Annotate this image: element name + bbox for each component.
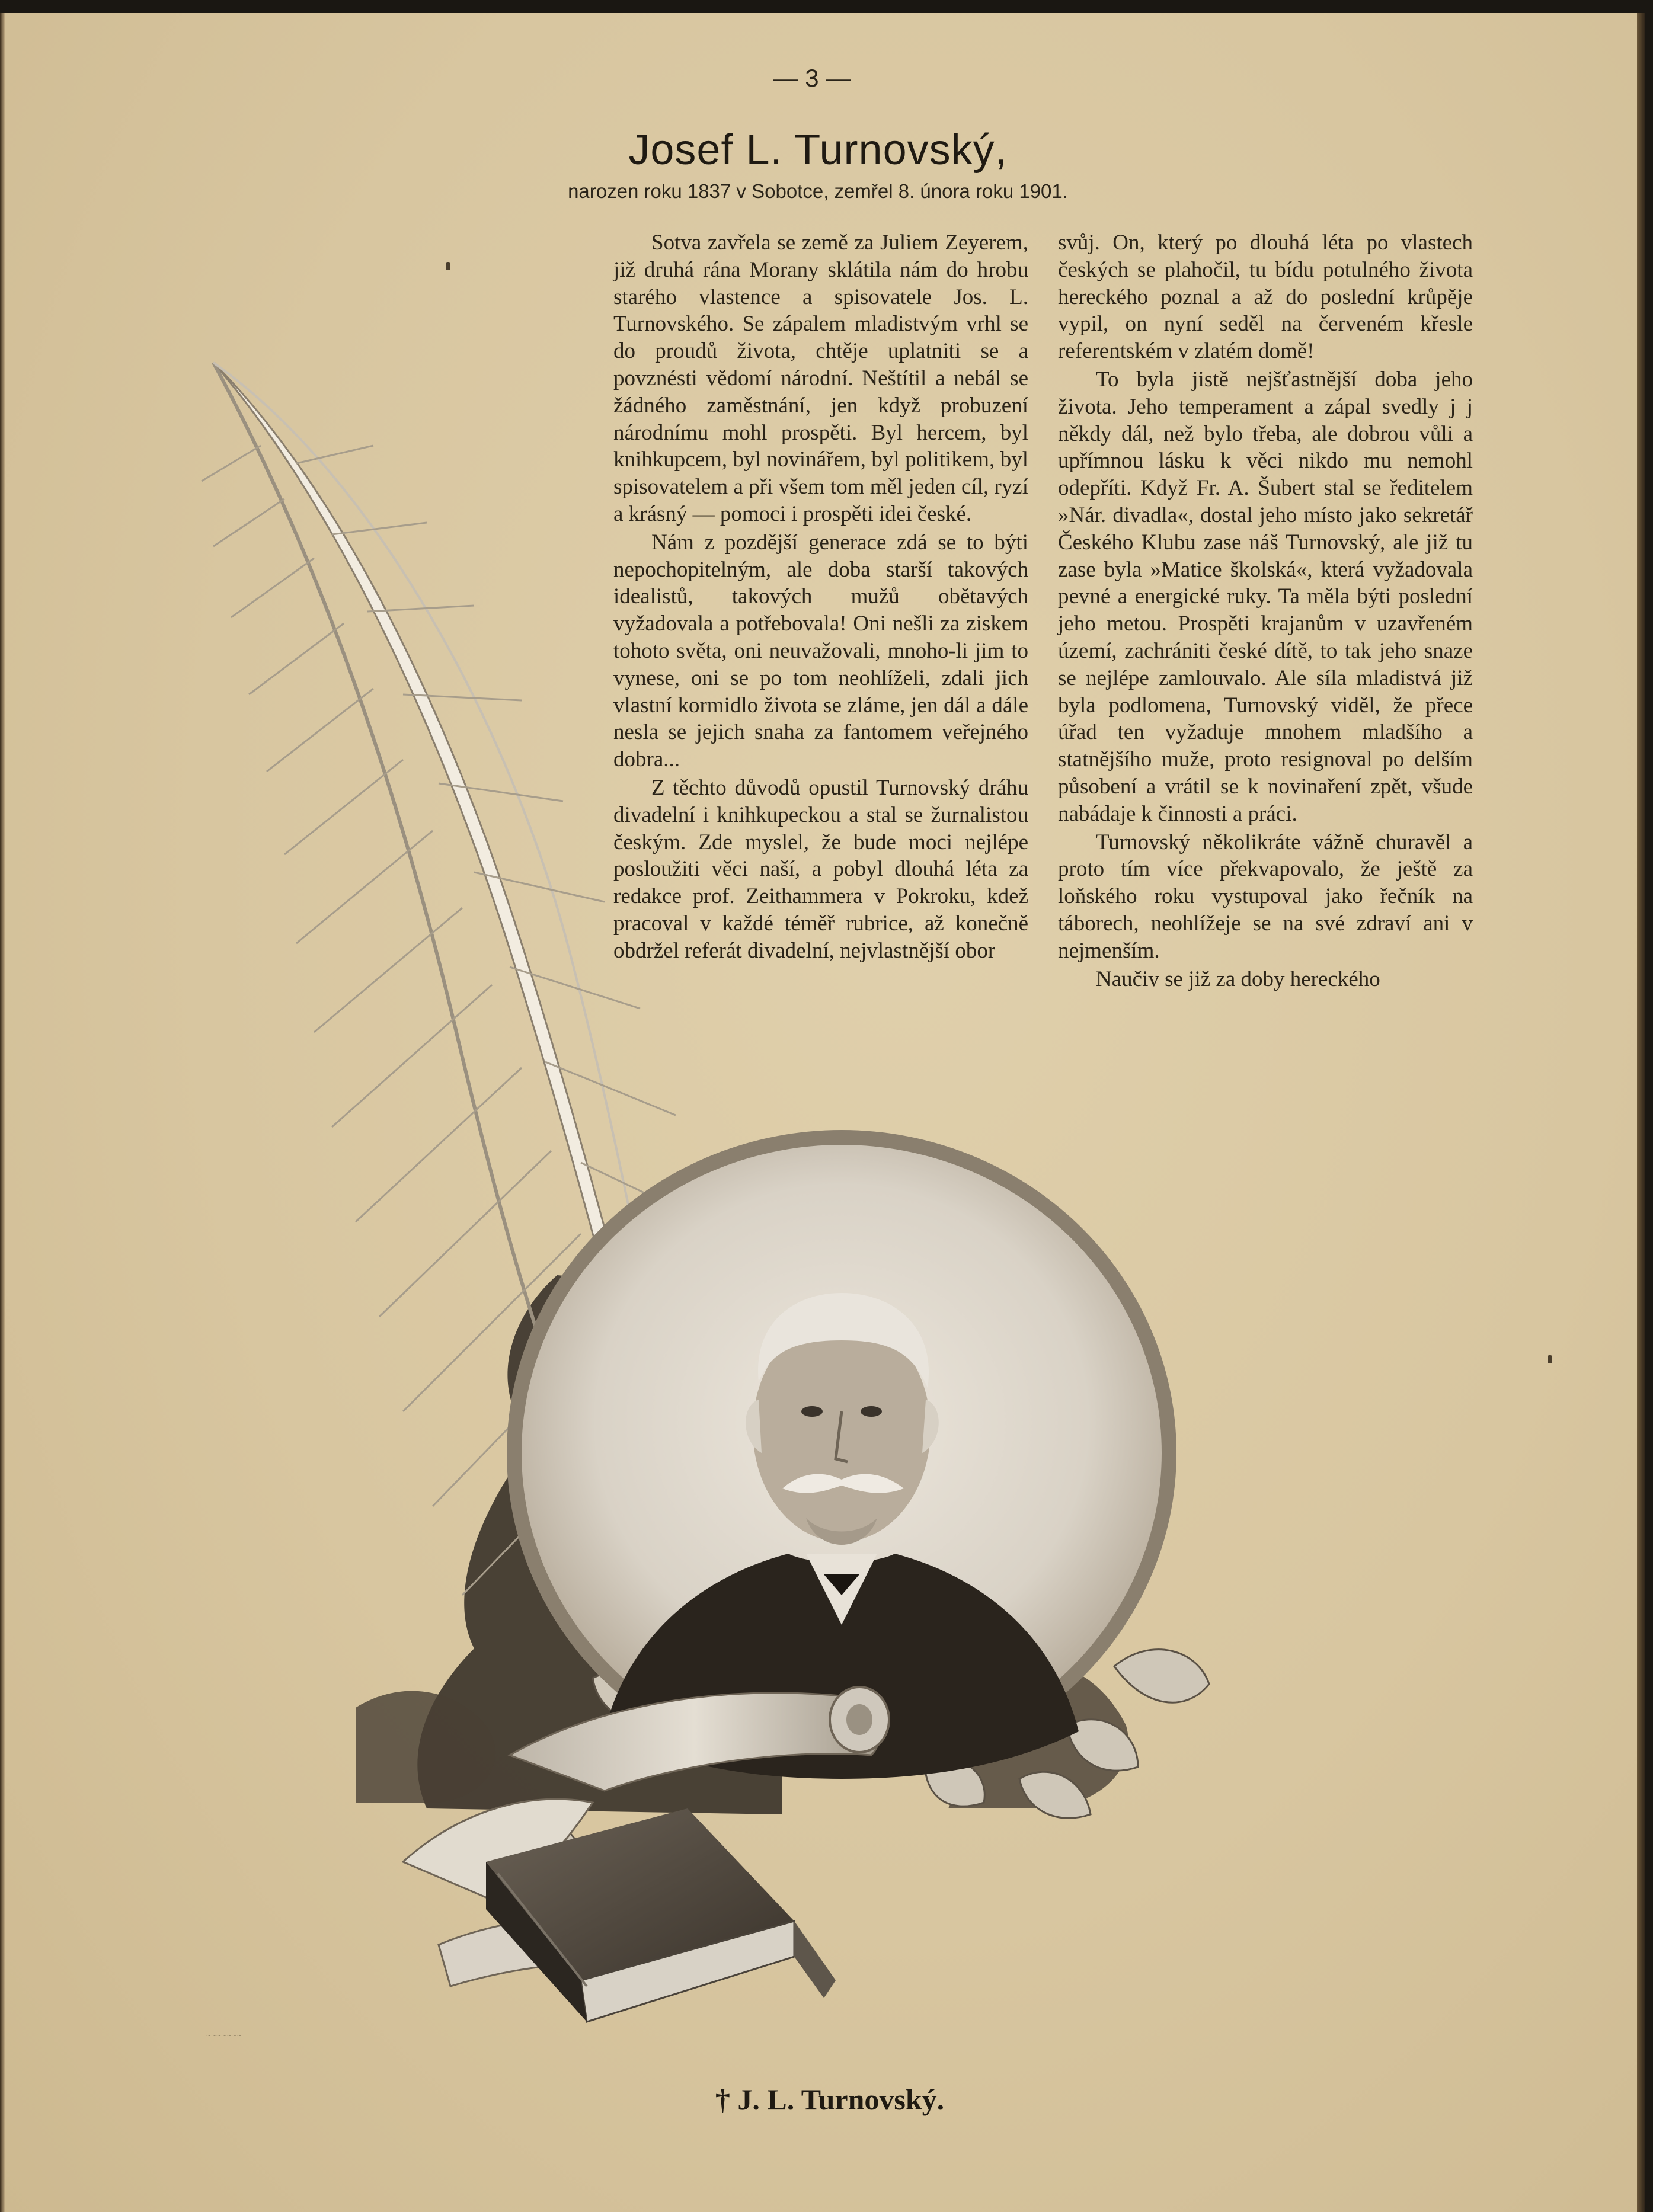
paragraph: Sotva zavřela se země za Juliem Zeyerem, již druhá rána Morany sklátila nám do hrobu starého vlastence a spisovatele Jos. L. Turnovského. Se zápalem mladistvým vrhl se do proudů života, chtěje uplatniti se a povznésti vědomí národní. Neštítil a nebál se žádného zaměstnání, jen když probuzení národnímu mohl prospěti. Byl hercem, byl knihkupcem, byl novinářem, byl politikem, byl spisovatelem a při všem tom měl jeden cíl, ryzí a krásný — pomoci i prospěti idei české. <box>613 231 1028 526</box>
print-speck <box>446 262 450 270</box>
paragraph: Nám z pozdější generace zdá se to býti nepochopitelným, ale doba starší takových idealistů, takových mužů obětavých vyžadovala a potřebovala! Oni nešli za ziskem tohoto světa, oni neuvažovali, mnoho-li jim to vynese, oni se po tom neohlíželi, zdali jich vlastní kormidlo života se zláme, jen dál a dále nesla se jejich snaha za fantomem veřejného dobra... <box>613 530 1028 772</box>
page <box>0 13 1645 2212</box>
article-title: Josef L. Turnovský, <box>628 126 1008 174</box>
page-number: — 3 — <box>773 64 851 92</box>
article-subtitle: narozen roku 1837 v Sobotce, zemřel 8. února roku 1901. <box>568 180 1068 202</box>
print-speck <box>1548 1355 1552 1363</box>
page-edge-left <box>0 13 5 2212</box>
page-edge-right <box>1637 13 1645 2212</box>
paragraph: Naučiv se již za doby hereckého <box>1096 966 1380 991</box>
paragraph: To byla jistě nejšťastnější doba jeho života. Jeho temperament a zápal svedly j j někdy dál, než bylo třeba, ale dobrou vůli a upřímnou lásku k věci nikdo mu nemohl odepříti. Když Fr. A. Šubert stal se ředitelem »Nár. divadla«, dostal jeho místo jako sekretář Českého Klubu zase náš Turnovský, ale již tu zase byla »Matice školská«, která vyžadovala pevné a energické ruky. Ta měla býti poslední jeho metou. Prospěti krajanům v uzavřeném území, zachrániti české dítě, to tak jeho snaze se nejlépe zamlouvalo. Ale síla mladistvá již byla podlomena, Turnovský viděl, že přece úřad ten vyžaduje mnohem mladšího a statnějšího muže, proto resignoval po delším působení a vrátil se k novinaření zpět, všude nabádaje k činnosti a práci. <box>1058 367 1473 826</box>
engraver-signature: ~~~~~~~ <box>206 2031 242 2040</box>
portrait-caption: † J. L. Turnovský. <box>715 2083 945 2116</box>
paragraph: Turnovský několikráte vážně churavěl a proto tím více překvapovalo, že ještě za loňského roku vystupoval jako řečník na táborech, neohlížeje se na své zdraví ani v nejmenším. <box>1058 830 1473 963</box>
portrait-medallion <box>507 1130 1176 1779</box>
paragraph: svůj. On, který po dlouhá léta po vlastech českých se plahočil, tu bídu potulného života hereckého poznal a až do poslední krůpěje vypil, on nyní seděl na červeném křesle referentském v zlatém domě! <box>1058 231 1473 364</box>
memorial-illustration <box>178 345 1304 2063</box>
paragraph: Z těchto důvodů opustil Turnovský dráhu divadelní i knihkupeckou a stal se žurnalistou českým. Zde myslel, že bude moci nejlépe posloužiti věci naší, a pobyl dlouhá léta za redakce prof. Zeithammera v Pokroku, kdež pracoval v každé téměř rubrice, až konečně obdržel referát divadelní, nejvlastnější obor <box>613 775 1028 963</box>
